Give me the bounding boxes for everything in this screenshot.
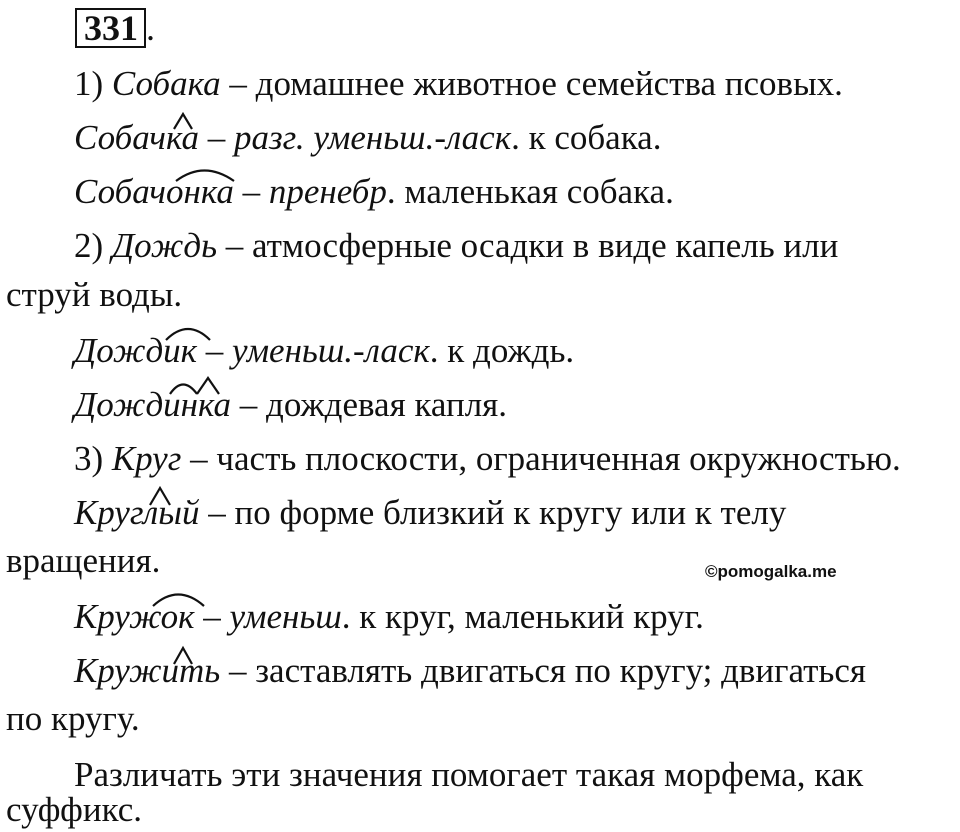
headword: Собачонка — [74, 172, 234, 211]
definition: – домашнее животное семейства псовых. — [220, 64, 843, 103]
line-1 — [74, 64, 843, 104]
line-8 — [74, 439, 901, 479]
headword: Кружить — [74, 651, 221, 690]
definition: – часть плоскости, ограниченная окружностью. — [181, 439, 901, 478]
definition: – по форме близкий к кругу или к телу — [199, 493, 787, 532]
headword: Дождинка — [74, 385, 232, 424]
headword: Дождь — [111, 226, 217, 265]
usage-note: – разг. уменьш.-ласк — [198, 118, 512, 157]
usage-note: – уменьш — [194, 597, 342, 636]
line-3 — [74, 172, 674, 212]
watermark: ©pomogalka.me — [705, 562, 837, 581]
headword: Круг — [111, 439, 182, 478]
definition: . к собака. — [511, 118, 662, 157]
line-4 — [74, 226, 838, 266]
line-2 — [74, 118, 661, 158]
definition: . к дождь. — [429, 331, 575, 370]
definition: . маленькая собака. — [386, 172, 674, 211]
usage-note: – уменьш.-ласк — [197, 331, 430, 370]
definition: струй воды. — [6, 275, 183, 314]
headword: Собачка — [74, 118, 199, 157]
line-15 — [6, 790, 142, 830]
line-10 — [6, 541, 160, 581]
line-7 — [74, 385, 507, 425]
headword: Кружок — [74, 597, 195, 636]
line-5 — [6, 275, 182, 315]
conclusion-text: суффикс. — [6, 790, 143, 829]
item-number: 3) — [74, 439, 112, 478]
headword: Дождик — [74, 331, 198, 370]
conclusion-text: Различать эти значения помогает такая морфема, как — [74, 755, 864, 794]
headword: Круглый — [74, 493, 200, 532]
headword: Собака — [111, 64, 221, 103]
line-12 — [74, 651, 866, 691]
item-number: 2) — [74, 226, 112, 265]
exercise-number-box: 331 — [75, 8, 146, 48]
line-11 — [74, 597, 704, 637]
usage-note: – пренебр — [233, 172, 387, 211]
definition: вращения. — [6, 541, 161, 580]
line-14 — [74, 755, 863, 795]
definition: – дождевая капля. — [231, 385, 508, 424]
definition: по кругу. — [6, 699, 140, 738]
exercise-number-dot: . — [146, 8, 155, 48]
definition: – заставлять двигаться по кругу; двигаться — [220, 651, 867, 690]
item-number: 1) — [74, 64, 112, 103]
line-13 — [6, 699, 140, 739]
definition: . к круг, маленький круг. — [341, 597, 704, 636]
definition: – атмосферные осадки в виде капель или — [217, 226, 839, 265]
line-9 — [74, 493, 786, 533]
exercise-number — [75, 8, 155, 48]
line-6 — [74, 331, 574, 371]
